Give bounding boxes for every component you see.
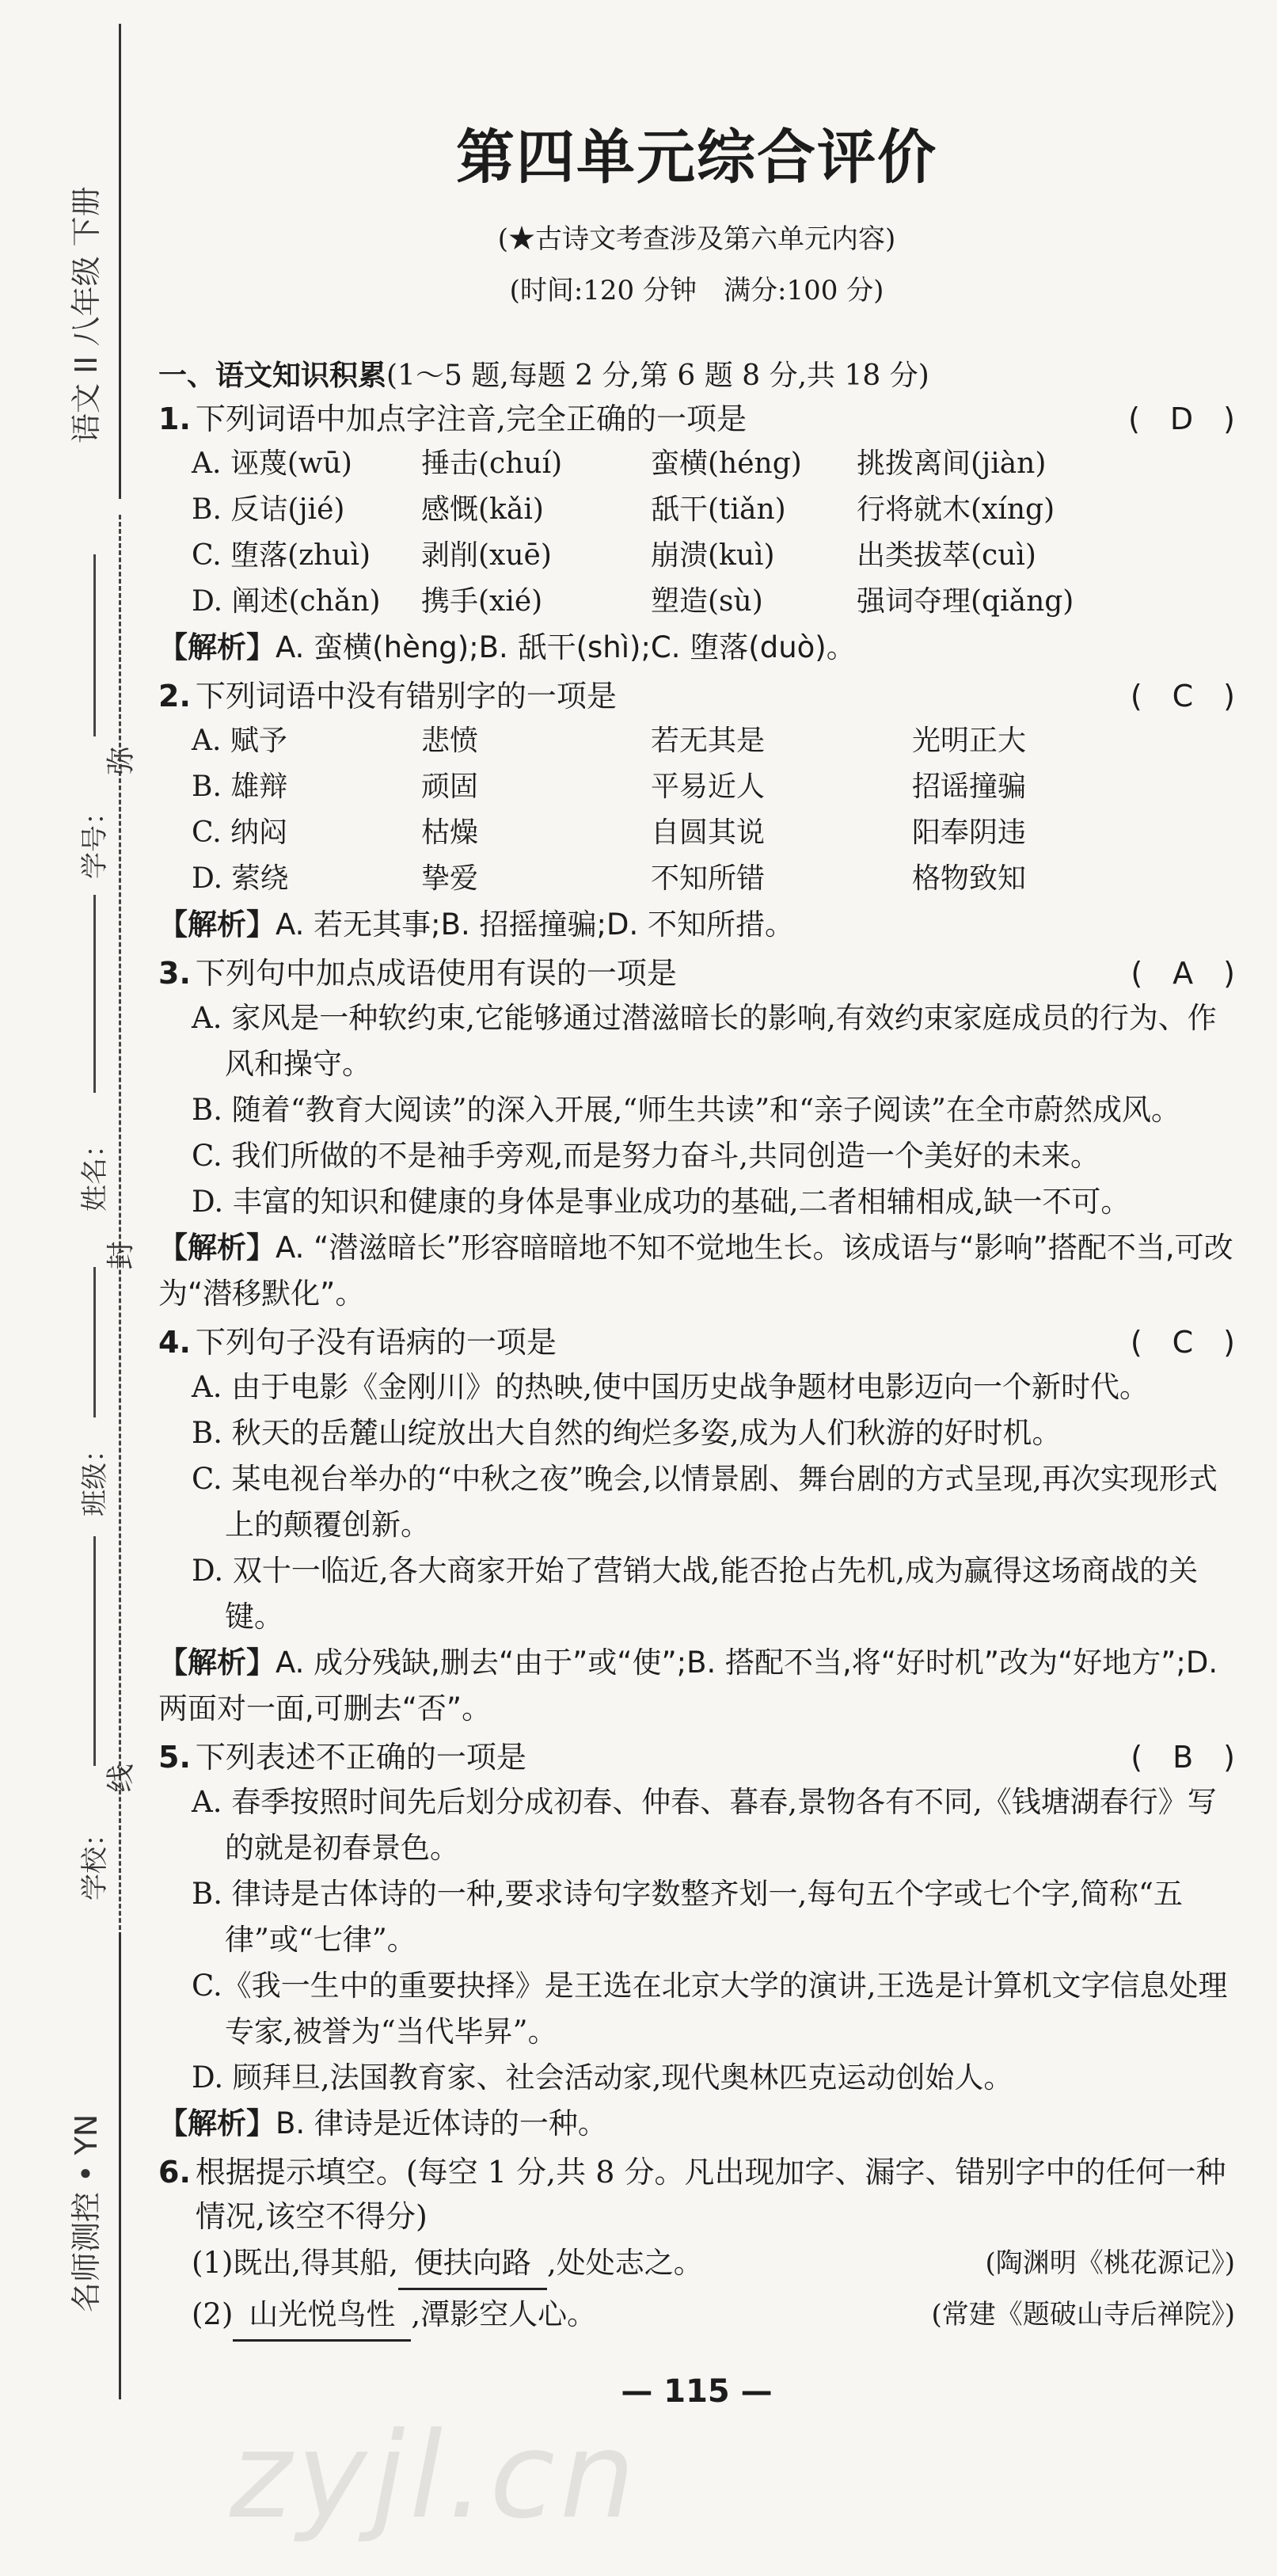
- option-cell: 强词夺理(qiǎng): [857, 585, 1074, 618]
- binding-margin: [0, 0, 158, 2576]
- section-heading: [158, 353, 1235, 394]
- answer-bracket: ( D ): [1128, 401, 1235, 436]
- q3-analysis: [158, 1225, 1235, 1317]
- class-field-line: [93, 1267, 96, 1417]
- option-cell: 感慨(kǎi): [421, 493, 544, 526]
- q4-analysis: [158, 1640, 1235, 1732]
- option-cell: C. 堕落(zhuì): [192, 539, 371, 572]
- name-field-label: 姓名：: [79, 1131, 111, 1212]
- option-cell: C. 纳闷: [192, 816, 288, 849]
- option-cell: B. 雄辩: [192, 771, 288, 803]
- analysis-text: A. 蛮横(hèng);B. 舐干(shì);C. 堕落(duò)。: [276, 630, 856, 664]
- option-cell: 格物致知: [912, 862, 1027, 895]
- option-cell: 平易近人: [651, 771, 766, 803]
- id-field-label: 学号：: [79, 798, 111, 879]
- question-3: [158, 951, 1235, 995]
- margin-rule-top: [119, 24, 121, 499]
- q5-option-b: B. 律诗是古体诗的一种,要求诗句字数整齐划一,每句五个字或七个字,简称“五律”或“七律”。: [192, 1877, 1183, 1957]
- worksheet: [158, 0, 1235, 2410]
- answer-bracket: ( C ): [1130, 679, 1235, 713]
- fill-item-1: [158, 2239, 1235, 2290]
- q3-option-a: A. 家风是一种软约束,它能够通过潜滋暗长的影响,有效约束家庭成员的行为、作风和操守。: [192, 1001, 1217, 1081]
- option-cell: A. 诬蔑(wū): [192, 447, 352, 480]
- seal-char-xian: 线: [105, 1764, 138, 1793]
- q4-option-c: C. 某电视台举办的“中秋之夜”晚会,以情景剧、舞台剧的方式呈现,再次实现形式上的颠覆创新。: [192, 1462, 1218, 1542]
- option-cell: B. 反诘(jié): [192, 493, 345, 526]
- school-field-label: 学校：: [79, 1820, 111, 1901]
- option-cell: 光明正大: [912, 725, 1027, 757]
- fill-blank[interactable]: 便扶向路: [398, 2239, 547, 2290]
- option-cell: 崩溃(kuì): [651, 539, 775, 572]
- page-number: — 115 —: [621, 2373, 773, 2410]
- name-field-line: [93, 895, 96, 1093]
- brand-label: 名师测控 • YN: [69, 2114, 104, 2312]
- question-stem: 根据提示填空。(每空 1 分,共 8 分。凡出现加字、漏字、错别字中的任何一种情况,该空不得分): [195, 2155, 1226, 2234]
- option-cell: 顽固: [421, 771, 479, 803]
- fill-prefix: (1)既出,得其船,: [192, 2246, 398, 2280]
- q2-options: [158, 718, 1235, 902]
- q5-option-a: A. 春季按照时间先后划分成初春、仲春、暮春,景物各有不同,《钱塘湖春行》写的就是初春景色。: [192, 1785, 1217, 1865]
- time-score-line: (时间:120 分钟 满分:100 分): [509, 275, 884, 306]
- question-stem: 下列句子没有语病的一项是: [195, 1325, 557, 1360]
- fill-source: (常建《题破山寺后禅院》): [931, 2299, 1235, 2331]
- q3-option-c: C. 我们所做的不是袖手旁观,而是努力奋斗,共同创造一个美好的未来。: [192, 1139, 1100, 1173]
- analysis-tag: 【解析】: [158, 1646, 276, 1680]
- page-subtitle: (★古诗文考查涉及第六单元内容): [497, 223, 896, 255]
- option-cell: 招谣撞骗: [912, 771, 1027, 803]
- option-cell: 携手(xié): [421, 585, 543, 618]
- question-number: 4.: [158, 1325, 191, 1360]
- analysis-text: A. 成分残缺,删去“由于”或“使”;B. 搭配不当,将“好时机”改为“好地方”;D. 两面对一面,可删去“否”。: [158, 1646, 1218, 1726]
- option-cell: 若无其是: [651, 725, 766, 757]
- fill-blank[interactable]: 山光悦鸟性: [233, 2290, 411, 2342]
- seal-char-mi: 弥: [105, 746, 138, 775]
- book-label: 语文 II 八年级 下册: [69, 186, 104, 443]
- question-5: [158, 1735, 1235, 1779]
- watermark: zyjl.cn: [230, 2407, 640, 2545]
- q3-option-d: D. 丰富的知识和健康的身体是事业成功的基础,二者相辅相成,缺一不可。: [192, 1185, 1131, 1219]
- answer-bracket: ( B ): [1131, 1740, 1235, 1775]
- question-4: [158, 1320, 1235, 1364]
- option-cell: 挚爱: [421, 862, 479, 895]
- analysis-tag: 【解析】: [158, 2106, 276, 2140]
- analysis-tag: 【解析】: [158, 907, 276, 942]
- question-stem: 下列句中加点成语使用有误的一项是: [195, 956, 677, 991]
- id-field-line: [93, 554, 96, 736]
- q5-option-d: D. 顾拜旦,法国教育家、社会活动家,现代奥林匹克运动创始人。: [192, 2060, 1013, 2095]
- option-cell: A. 赋予: [192, 725, 287, 757]
- option-cell: 自圆其说: [651, 816, 766, 849]
- q1-options: [158, 441, 1235, 625]
- question-stem: 下列表述不正确的一项是: [195, 1740, 526, 1775]
- question-number: 2.: [158, 679, 191, 713]
- fill-source: (陶渊明《桃花源记》): [985, 2247, 1235, 2279]
- q3-option-b: B. 随着“教育大阅读”的深入开展,“师生共读”和“亲子阅读”在全市蔚然成风。: [192, 1093, 1180, 1127]
- question-number: 6.: [158, 2155, 191, 2190]
- question-stem: 下列词语中加点字注音,完全正确的一项是: [195, 401, 747, 436]
- option-cell: 挑拨离间(jiàn): [857, 447, 1047, 480]
- q4-option-d: D. 双十一临近,各大商家开始了营销大战,能否抢占先机,成为赢得这场商战的关键。: [192, 1554, 1199, 1634]
- fill-suffix: ,处处志之。: [546, 2246, 703, 2280]
- answer-bracket: ( C ): [1130, 1325, 1235, 1360]
- question-number: 3.: [158, 956, 191, 991]
- fill-item-2: [158, 2290, 1235, 2342]
- question-1: [158, 397, 1235, 441]
- q5-option-c: C.《我一生中的重要抉择》是王选在北京大学的演讲,王选是计算机文字信息处理专家,被誉为“当代毕昇”。: [192, 1969, 1228, 2049]
- margin-rule-bottom: [119, 1932, 121, 2399]
- seal-char-feng: 封: [105, 1241, 138, 1270]
- option-cell: D. 阐述(chǎn): [192, 585, 381, 618]
- option-cell: D. 萦绕: [192, 862, 289, 895]
- q1-analysis: [158, 625, 1235, 671]
- question-6: [158, 2150, 1235, 2239]
- answer-bracket: ( A ): [1131, 956, 1235, 991]
- question-number: 5.: [158, 1740, 191, 1775]
- option-cell: 蛮横(héng): [651, 447, 802, 480]
- option-cell: 塑造(sù): [651, 585, 763, 618]
- option-cell: 剥削(xuē): [421, 539, 552, 572]
- page-title: 第四单元综合评价: [456, 124, 937, 192]
- analysis-tag: 【解析】: [158, 630, 276, 664]
- fill-prefix: (2): [192, 2297, 234, 2331]
- analysis-text: A. “潜滋暗长”形容暗暗地不知不觉地生长。该成语与“影响”搭配不当,可改为“潜移默化”。: [158, 1231, 1233, 1311]
- question-number: 1.: [158, 401, 191, 436]
- option-cell: 捶击(chuí): [421, 447, 563, 480]
- option-cell: 阳奉阴违: [912, 816, 1027, 849]
- section-note: (1～5 题,每题 2 分,第 6 题 8 分,共 18 分): [386, 360, 929, 392]
- analysis-tag: 【解析】: [158, 1231, 276, 1265]
- school-field-line: [93, 1536, 96, 1766]
- question-2: [158, 674, 1235, 718]
- option-cell: 悲愤: [421, 725, 479, 757]
- analysis-text: A. 若无其事;B. 招摇撞骗;D. 不知所措。: [276, 907, 795, 942]
- option-cell: 出类拔萃(cuì): [857, 539, 1036, 572]
- fill-suffix: ,潭影空人心。: [411, 2297, 597, 2331]
- option-cell: 舐干(tiǎn): [651, 493, 786, 526]
- option-cell: 行将就木(xíng): [857, 493, 1055, 526]
- option-cell: 不知所错: [651, 862, 766, 895]
- q2-analysis: [158, 902, 1235, 948]
- q5-analysis: [158, 2101, 1235, 2147]
- q4-option-b: B. 秋天的岳麓山绽放出大自然的绚烂多姿,成为人们秋游的好时机。: [192, 1416, 1062, 1450]
- section-title: 一、语文知识积累: [158, 360, 387, 392]
- class-field-label: 班级：: [79, 1436, 111, 1516]
- analysis-text: B. 律诗是近体诗的一种。: [276, 2106, 607, 2140]
- q4-option-a: A. 由于电影《金刚川》的热映,使中国历史战争题材电影迈向一个新时代。: [192, 1370, 1150, 1404]
- question-stem: 下列词语中没有错别字的一项是: [195, 679, 617, 713]
- option-cell: 枯燥: [421, 816, 479, 849]
